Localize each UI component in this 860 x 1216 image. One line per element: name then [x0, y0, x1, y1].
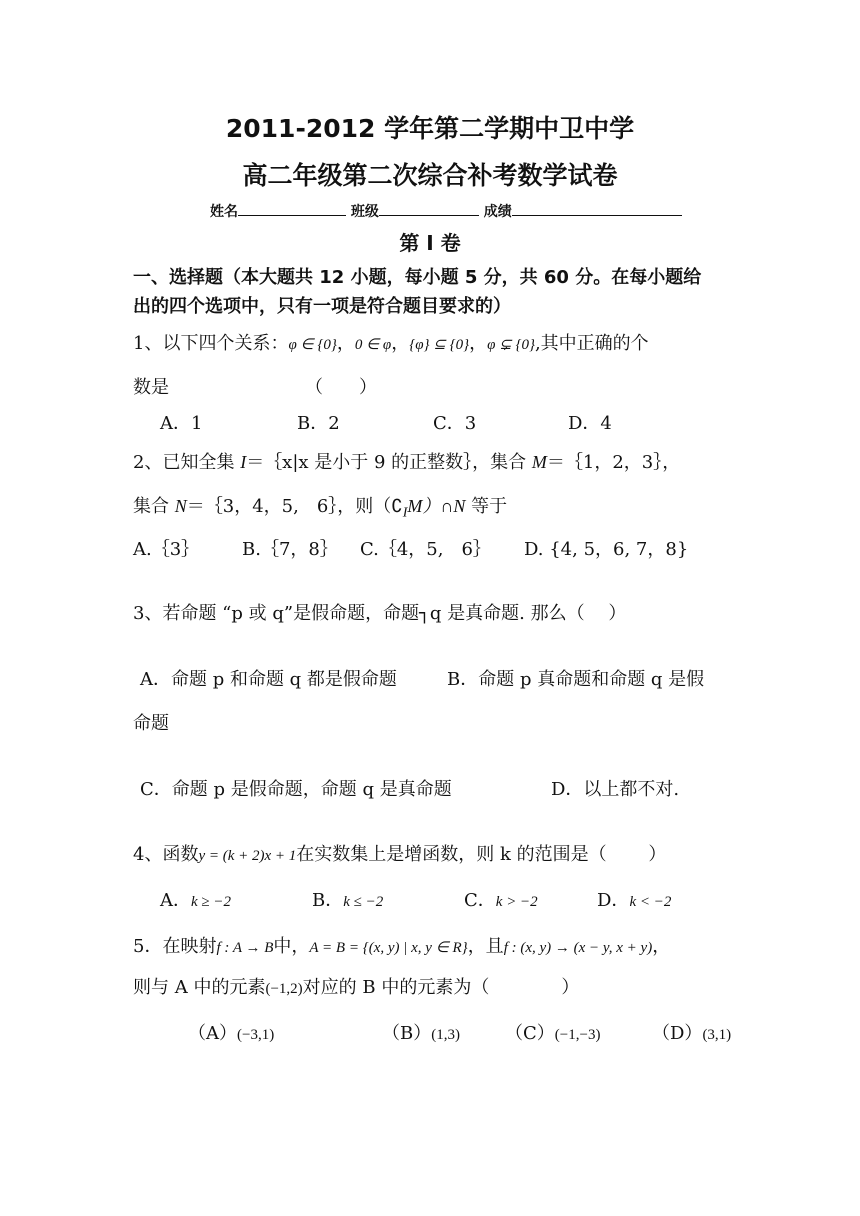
relation-2: 0 ∈ φ [354, 337, 392, 353]
q4-option-d[interactable]: D．k < −2 [597, 890, 672, 911]
class-field[interactable] [379, 199, 479, 216]
section-header-line2: 出的四个选项中，只有一项是符合题目要求的） [133, 296, 511, 317]
class-label: 班级 [350, 204, 379, 220]
question-1-stem: 1、以下四个关系：φ ∈ {0}，0 ∈ φ，{φ} ⊆ {0}，φ ⊊ {0},其中正确的个 [133, 333, 649, 354]
q4-option-c[interactable]: C．k > −2 [464, 890, 538, 911]
q5-option-d[interactable]: （D）(3,1) [652, 1023, 732, 1044]
q4-option-a[interactable]: A．k ≥ −2 [160, 890, 232, 911]
relation-4: φ ⊊ {0} [487, 337, 535, 353]
name-field[interactable] [238, 199, 346, 216]
q2-option-a[interactable]: A.｛3｝ [133, 539, 200, 560]
question-5-stem-line2: 则与 A 中的元素(−1,2)对应的 B 中的元素为（ ） [133, 977, 580, 998]
exam-title-line1: 2011-2012 学年第二学期中卫中学 [225, 114, 635, 143]
q2-option-d[interactable]: D. {4, 5，6, 7，8} [524, 539, 689, 560]
q5-option-c[interactable]: （C）(−1,−3) [505, 1023, 601, 1044]
q2-option-c[interactable]: C.｛4，5, 6｝ [360, 539, 491, 560]
relation-3: {φ} ⊆ {0} [409, 337, 470, 353]
q4-option-b[interactable]: B．k ≤ −2 [312, 890, 384, 911]
question-2-stem-line2: 集合 N＝｛3，4，5, 6｝，则$(∁_IM)\cap N$ 等于 [133, 496, 508, 521]
relation-1: φ ∈ {0} [288, 337, 337, 353]
q2-option-b[interactable]: B.｛7，8｝ [242, 539, 338, 560]
score-label: 成绩 [483, 204, 512, 220]
q3-option-a[interactable]: A．命题 p 和命题 q 都是假命题 [140, 669, 397, 690]
question-2-stem: 2、已知全集 I＝｛x|x 是小于 9 的正整数｝，集合 M＝｛1，2，3｝， [133, 452, 681, 473]
q1-option-d[interactable]: D．4 [568, 413, 612, 434]
volume-heading: 第 I 卷 [399, 231, 461, 255]
q1-option-a[interactable]: A．1 [160, 413, 203, 434]
negation-symbol: ┐ [419, 603, 430, 624]
q3-option-d[interactable]: D．以上都不对. [551, 779, 680, 800]
question-5-stem: 5．在映射f : A → B中，A = B = {(x, y) | x, y ∈ R}，且f : (x, y) → (x − y, x + y)， [133, 936, 671, 957]
q3-option-b[interactable]: B．命题 p 真命题和命题 q 是假 [447, 669, 705, 690]
q3-option-b-cont: 命题 [133, 713, 169, 734]
score-field[interactable] [512, 199, 682, 216]
name-label: 姓名 [210, 204, 238, 220]
q3-option-c[interactable]: C．命题 p 是假命题，命题 q 是真命题 [140, 779, 452, 800]
exam-title-line2: 高二年级第二次综合补考数学试卷 [242, 161, 618, 190]
section-header-line1: 一、选择题（本大题共 12 小题，每小题 5 分，共 60 分。在每小题给 [133, 267, 702, 288]
q5-option-a[interactable]: （A）(−3,1) [188, 1023, 275, 1044]
question-3-stem: 3、若命题 “p 或 q”是假命题，命题┐q 是真命题. 那么（ ） [133, 603, 627, 624]
answer-paren: （ ） [305, 377, 377, 398]
q5-option-b[interactable]: （B）(1,3) [382, 1023, 460, 1044]
complement-symbol: ∁ [391, 496, 403, 517]
function-formula: y = (k + 2)x + 1 [198, 848, 297, 864]
question-1-stem-line2: 数是 [133, 377, 169, 398]
question-4-stem: 4、函数y = (k + 2)x + 1在实数集上是增函数，则 k 的范围是（ ） [133, 844, 667, 865]
q1-option-b[interactable]: B．2 [297, 413, 340, 434]
q1-option-c[interactable]: C．3 [433, 413, 477, 434]
student-info-line [210, 199, 682, 224]
